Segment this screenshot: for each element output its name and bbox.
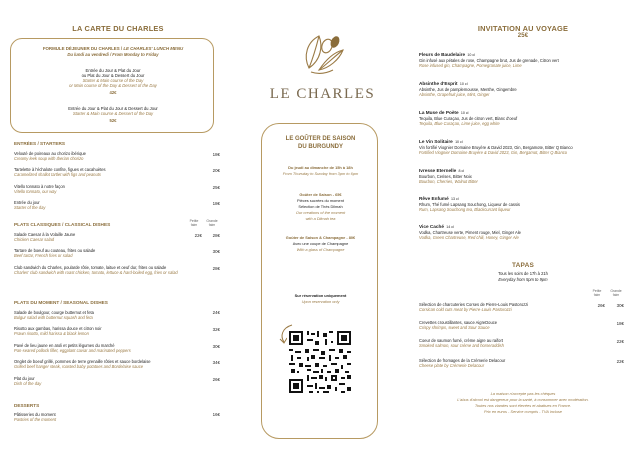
qr-code-icon[interactable] [287, 329, 353, 395]
tapas-hours: Tous les soirs de 17h à 21h [498, 271, 548, 276]
tapas-col-small: Petite faim [592, 289, 602, 297]
gouter-title-1: LE GOÛTER DE SAISON [285, 136, 356, 142]
seasonal-item [14, 343, 199, 353]
tapas-col-big: Grande faim [610, 289, 622, 297]
cocktail-fr: Absinthe, Jus de pamplemousse, Menthe, Gingembre [419, 87, 517, 92]
seasonal-price: 34€ [212, 360, 220, 365]
lunch-opt1-or: ou Plat du Jour & Dessert du Jour [81, 73, 145, 78]
starter-en: Creamy leek soup with Iberian chorizo [14, 156, 84, 161]
lunch-title [11, 46, 215, 51]
seasonal-item [14, 326, 199, 336]
seasonal-price: 26€ [212, 377, 220, 382]
cocktail-en: Vodka, Green Chartreuse, Red chili, Honey, Ginger Ale [419, 235, 519, 240]
reservation-label: Sur réservation uniquement [294, 293, 347, 298]
tapas-item [419, 338, 589, 348]
cocktail-item [419, 224, 629, 240]
footer-line: Toutes nos viandes sont élevées et abattues en France. [474, 403, 572, 408]
starter-price: 25€ [212, 185, 220, 190]
starter-item [14, 167, 199, 177]
cocktail-volume: 13 cl [450, 197, 459, 201]
footer-line: Prix en euros - Service compris - TVA incluse [484, 409, 562, 414]
classic-price-big: 28€ [212, 233, 220, 238]
cocktail-name: Ivresse Eternelle [419, 168, 457, 173]
offer1-title: Goûter de Saison - 65€ [299, 192, 342, 197]
offer2-title: Goûter de Saison & Champagne - 80€ [285, 235, 356, 240]
cocktail-fr: Bourbon, Cerises, Bitter Noix [419, 174, 472, 179]
seasonal-price: 24€ [212, 310, 220, 315]
cocktail-volume: 10 cl [455, 140, 463, 144]
dessert-item [14, 412, 199, 422]
cocktail-item [419, 196, 629, 212]
classic-fr: Tartare de boeuf au couteau, frites ou salade [14, 248, 96, 253]
seasonal-en: Dish of the day [14, 381, 42, 386]
lunch-opt1-en1: Starter & Main course of the Day [82, 78, 144, 83]
seasonal-en: Pan-seared pollock fillet, eggplant caviar and marinated peppers [14, 348, 131, 353]
seasonal-fr: Risotto aux gambas, harissa douce et citron noir [14, 326, 102, 331]
cocktail-fr: Vodka, Chartreuse verte, Piment rouge, Miel, Ginger Ale [419, 230, 521, 235]
cocktail-en: Tequila, Blue Curaçao, Lime juice, egg white [419, 121, 500, 126]
tapas-fr: Sélection de charcuteries Corses de Pierre-Louis Pastorozzi [419, 302, 529, 307]
classic-item [14, 248, 184, 258]
cocktail-volume: 8 cl [458, 169, 465, 173]
classic-fr: Club sandwich du Charles, poularde rôtie, tomate, laitue et oeuf dur, frites ou salade [14, 265, 167, 270]
seasonal-fr: Plat du jour [14, 376, 35, 381]
reservation-en: Upon reservation only [301, 299, 340, 304]
tapas-en: Cheese plate by Crèmerie Delacour [419, 363, 485, 368]
cocktail-fr: Tequila, Blue Curaçao, Jus de citron vert, Blanc d'oeuf [419, 116, 518, 121]
starter-fr: Velouté de poireaux au chorizo ibérique [14, 151, 86, 156]
cocktail-fr: Rhum, Thé fumé Lapsang Souchong, Liqueur de cassis [419, 202, 520, 207]
seasonal-item [14, 376, 199, 386]
tapas-item [419, 302, 589, 312]
offer1-line1: Pièces sucrées du moment [297, 198, 344, 203]
cocktail-name: Absinthe d'Esprit [419, 81, 458, 86]
cocktail-en: Fortified Viognier Domaine Bruyère & David 2023, Gin, Bergamot, Bitter Q Bianco [419, 150, 568, 155]
classic-en: Chicken Caesar salad [14, 237, 55, 242]
classic-price-big: 30€ [212, 249, 220, 254]
cocktail-volume: 10 cl [459, 82, 468, 86]
seasonal-item [14, 359, 199, 369]
tapas-price-big: 22€ [616, 359, 624, 364]
lunch-menu-box [10, 38, 214, 133]
offer1-line2: Sélection de Thés Dilmah [298, 204, 343, 209]
seasonal-fr: Onglet de boeuf grillé, pommes de terre grenaille rôties et sauce bordelaise [14, 359, 151, 364]
starter-en: Starter of the day [14, 205, 46, 210]
cocktail-en: Rose infused gin, Champagne, Pomegranate juice, Lime [419, 63, 522, 68]
starter-price: 20€ [212, 168, 220, 173]
seasonal-fr: Pavé de lieu jaune en aïoli et petits légumes du marché [14, 343, 115, 348]
cocktail-en: Bourbon, Cherries, Walnut Bitter [419, 179, 478, 184]
dessert-price: 16€ [212, 412, 220, 417]
starters-title: ENTRÉES / STARTERS [14, 141, 65, 146]
classic-price-big: 28€ [212, 266, 220, 271]
lunch-opt2-fr: Entrée du Jour & Plat du Jour & Dessert du Jour [68, 106, 158, 111]
cocktail-en: Absinthe, Grapefruit juice, Mint, Ginger [419, 92, 490, 97]
starter-item [14, 184, 199, 194]
tapas-price-small: 26€ [597, 303, 605, 308]
tapas-fr: Crevettes croustillantes, sauce AigreDouce [419, 320, 498, 325]
starter-price: 18€ [212, 152, 220, 157]
cocktail-item [419, 110, 629, 126]
tapas-item [419, 320, 589, 330]
seasonal-price: 32€ [212, 327, 220, 332]
starter-fr: Vitello tonnato à notre façon [14, 184, 65, 189]
offer1-en1: Our creations of the moment [295, 210, 346, 215]
classic-en: Charles' club sandwich with roast chicken, tomato, lettuce & hard-boiled egg, fries or salad [14, 270, 178, 275]
classic-item [14, 265, 200, 275]
classic-en: Beef tartar, French fries or salad [14, 253, 73, 258]
cocktail-item [419, 81, 629, 97]
cocktail-name: Vice Caché [419, 224, 444, 229]
cocktail-item [419, 139, 629, 155]
tapas-title: TAPAS [511, 262, 535, 269]
seasonal-en: Prawn risotto, mild harissa & black lemon [14, 331, 89, 336]
cocktail-name: Rêve Enfumé [419, 196, 449, 201]
starter-item [14, 151, 199, 161]
starter-fr: Entrée du jour [14, 200, 40, 205]
tapas-fr: Sélection de fromages de la Crèmerie Delacour [419, 358, 506, 363]
classic-item [14, 232, 184, 242]
classic-price-small: 22€ [194, 233, 202, 238]
lunch-days: Du lundi au vendredi / From Monday to Friday [67, 52, 159, 57]
cocktail-name: La Muse de Poète [419, 110, 459, 115]
left-title: LA CARTE DU CHARLES [72, 24, 164, 33]
tapas-en: Corsican cold cuts meat by Pierre-Louis Pastorozzi [419, 307, 512, 312]
gouter-hours-en: From Thursday to Sunday from 3pm to 6pm [282, 171, 359, 176]
gouter-title-2: DU BURGUNDY [298, 144, 343, 150]
seasonal-title: PLATS DU MOMENT / SEASONAL DISHES [14, 300, 108, 305]
cocktail-fr: Gin infusé aux pétales de rose, Champagne brut, Jus de grenade, Citron vert [419, 58, 559, 63]
cocktail-item [419, 168, 629, 184]
seasonal-en: Grilled beef hanger steak, roasted baby potatoes and Bordelaise sauce [14, 364, 144, 369]
offer2-en: With a glass of Champagne [296, 247, 345, 252]
tapas-price-big: 22€ [616, 339, 624, 344]
tapas-price-big: 18€ [616, 321, 624, 326]
cocktail-name: Le Vin Solitaire [419, 139, 453, 144]
leaf-logo-icon [297, 28, 347, 80]
seasonal-fr: Salade de boulgour, courge butternut et feta [14, 310, 94, 315]
tapas-hours-en: Everyday from 5pm to 9pm [498, 277, 548, 282]
offer1-en2: with a Dilmah tea [305, 216, 336, 221]
classic-title: PLATS CLASSIQUES / CLASSICAL DISHES [14, 222, 111, 227]
right-price: 25€ [517, 33, 529, 39]
starter-en: Caramelized shallot tartlet with figs and peanuts [14, 172, 101, 177]
starter-fr: Tartelette à l'échalote confite, figues et cacahuètes [14, 167, 106, 172]
brand-name: LE CHARLES [269, 86, 376, 102]
cocktail-volume: 14 cl [446, 225, 454, 229]
starter-en: Vitello tonnato, our way [14, 189, 57, 194]
classic-fr: Salade Caesar à la Volaille Jaune [14, 232, 76, 237]
gouter-box [261, 123, 378, 439]
footer-line: La maison n'accepte pas les chèques [490, 391, 556, 396]
lunch-title-fr: FORMULE DÉJEUNER DU CHARLES / [42, 46, 124, 51]
starter-item [14, 200, 199, 210]
seasonal-en: Bulgur salad with butternut squash and feta [14, 315, 93, 320]
seasonal-price: 30€ [212, 344, 220, 349]
cocktail-item [419, 52, 629, 68]
lunch-opt1-fr: Entrée du Jour & Plat du Jour [85, 68, 141, 73]
lunch-opt1-price: 42€ [109, 90, 117, 95]
lunch-opt2-price: 52€ [109, 118, 117, 123]
seasonal-item [14, 310, 199, 320]
offer2-line1: Avec une coupe de Champagne [292, 241, 349, 246]
col-big-header: Grande faim [206, 219, 218, 227]
gouter-hours: Du jeudi au dimanche de 15h à 18h [288, 165, 353, 170]
tapas-en: Smoked salmon, sour crème and horseraddish [419, 343, 504, 348]
desserts-title: DESSERTS [14, 403, 40, 408]
lunch-opt2-en: Starter & Main course & Dessert of the Day [72, 111, 154, 116]
footer-line: L'abus d'alcool est dangereux pour la santé, à consommer avec modération. [457, 397, 589, 402]
cocktail-volume: 10 cl [460, 111, 469, 115]
right-title: INVITATION AU VOYAGE [477, 24, 569, 33]
tapas-fr: Coeur de saumon fumé, crème aigre au raifort [419, 338, 503, 343]
lunch-title-en: LE CHARLES' LUNCH MENU [123, 46, 184, 51]
cocktail-volume: 10 cl [467, 53, 475, 57]
lunch-opt1-en2: or Main course of the Day & Dessert of the Day [69, 83, 157, 88]
dessert-en: Pastries of the moment [14, 417, 57, 422]
tapas-en: Crispy shrimps, sweet and Sour Sauce [419, 325, 490, 330]
cocktail-name: Fleurs de Baudelaire [419, 52, 466, 57]
starter-price: 18€ [212, 201, 220, 206]
dessert-fr: Pâtisseries du moment [14, 412, 56, 417]
cocktail-fr: Vin fortifié Viognier Domaine Bruyère & David 2023, Gin, Bergamote, Bitter Q Bianco [419, 145, 573, 150]
tapas-price-big: 30€ [616, 303, 624, 308]
cocktail-en: Rum, Lapsang Souchong tea, Blackcurrant liqueur [419, 207, 511, 212]
col-small-header: Petite faim [189, 219, 199, 227]
tapas-item [419, 358, 589, 368]
